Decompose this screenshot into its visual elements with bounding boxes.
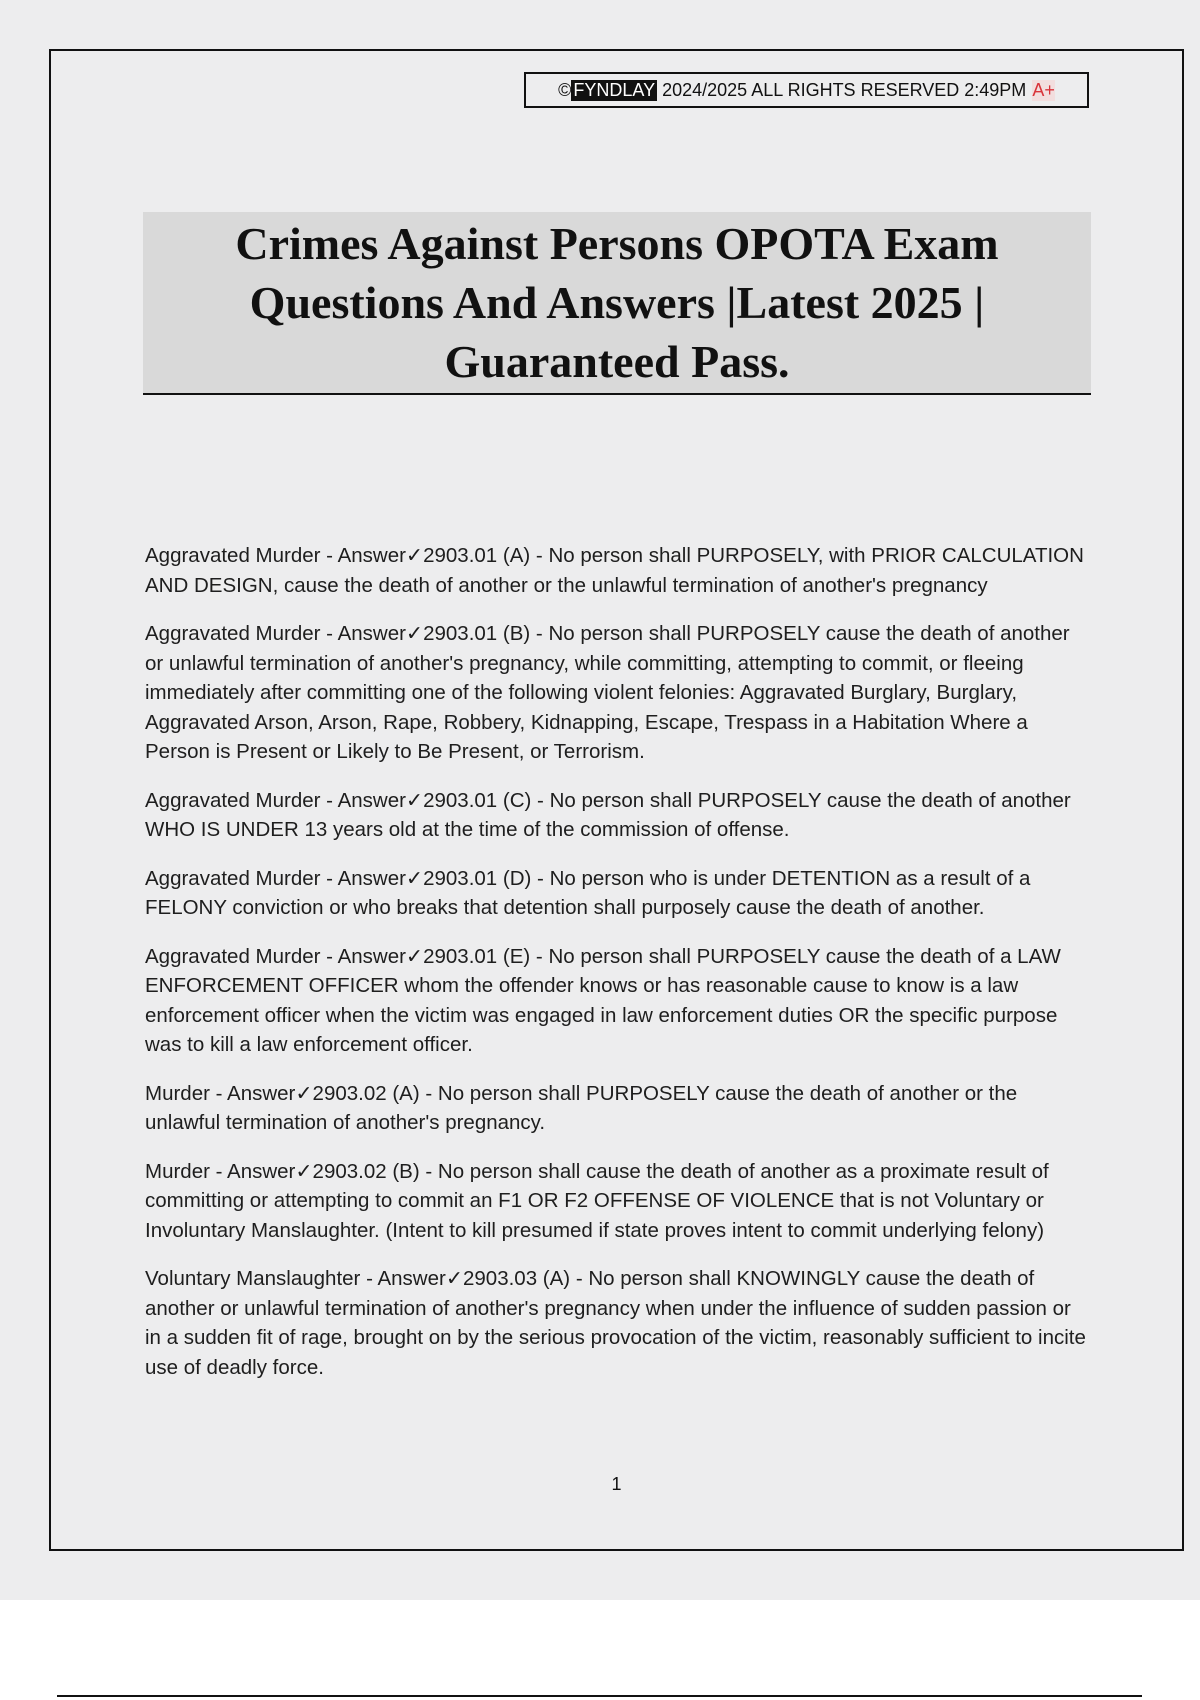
qa-item: Murder - Answer✓2903.02 (B) - No person shall cause the death of another as a proximate result of committing or attempting to commit an F1 OR F2 OFFENSE OF VIOLENCE that is not Voluntary or Involuntary Manslaughter. (Intent to kill presumed if state proves intent to commit underlying felony) xyxy=(145,1159,1049,1242)
brand-label: FYNDLAY xyxy=(573,79,656,100)
qa-item: Aggravated Murder - Answer✓2903.01 (E) - No person shall PURPOSELY cause the death of a LAW ENFORCEMENT OFFICER whom the offender knows or has reasonable cause to know is a law enforcement officer when the victim was engaged in law enforcement duties OR the specific purpose was to kill a law enforcement officer. xyxy=(145,944,1061,1056)
grade-badge: A+ xyxy=(1032,79,1055,100)
qa-item: Voluntary Manslaughter - Answer✓2903.03 (A) - No person shall KNOWINGLY cause the death of another or unlawful termination of another's pregnancy when under the influence of sudden passion or in a sudden fit of rage, brought on by the serious provocation of the victim, reasonably sufficient to incite use of deadly force. xyxy=(145,1267,1086,1379)
qa-item: Murder - Answer✓2903.02 (A) - No person shall PURPOSELY cause the death of another or the unlawful termination of another's pregnancy. xyxy=(145,1081,1018,1134)
copyright-header xyxy=(524,72,1089,108)
qa-item: Aggravated Murder - Answer✓2903.01 (A) - No person shall PURPOSELY, with PRIOR CALCULATION AND DESIGN, cause the death of another or the unlawful termination of another's pregnancy xyxy=(145,544,1084,597)
page-number: 1 xyxy=(611,1474,622,1494)
qa-item: Aggravated Murder - Answer✓2903.01 (B) - No person shall PURPOSELY cause the death of another or unlawful termination of another's pregnancy, while committing, attempting to commit, or fleeing immediately after committing one of the following violent felonies: Aggravated Burglary, Burglary, Aggravated Arson, Arson, Rape, Robbery, Kidnapping, Escape, Trespass in a Habitation Where a Person is Present or Likely to Be Present, or Terrorism. xyxy=(145,622,1070,763)
document-title: Crimes Against Persons OPOTA Exam Questions And Answers |Latest 2025 | Guaranteed Pass. xyxy=(235,218,999,387)
qa-item: Aggravated Murder - Answer✓2903.01 (C) - No person shall PURPOSELY cause the death of another WHO IS UNDER 13 years old at the time of the commission of offense. xyxy=(145,788,1071,841)
next-page-divider xyxy=(57,1695,1142,1697)
qa-item: Aggravated Murder - Answer✓2903.01 (D) - No person who is under DETENTION as a result of a FELONY conviction or who breaks that detention shall purposely cause the death of another. xyxy=(145,866,1031,919)
title-block xyxy=(143,212,1091,395)
rights-text: 2024/2025 ALL RIGHTS RESERVED 2:49PM xyxy=(662,79,1027,100)
qa-list xyxy=(145,541,1090,1401)
copyright-symbol: © xyxy=(558,79,572,100)
